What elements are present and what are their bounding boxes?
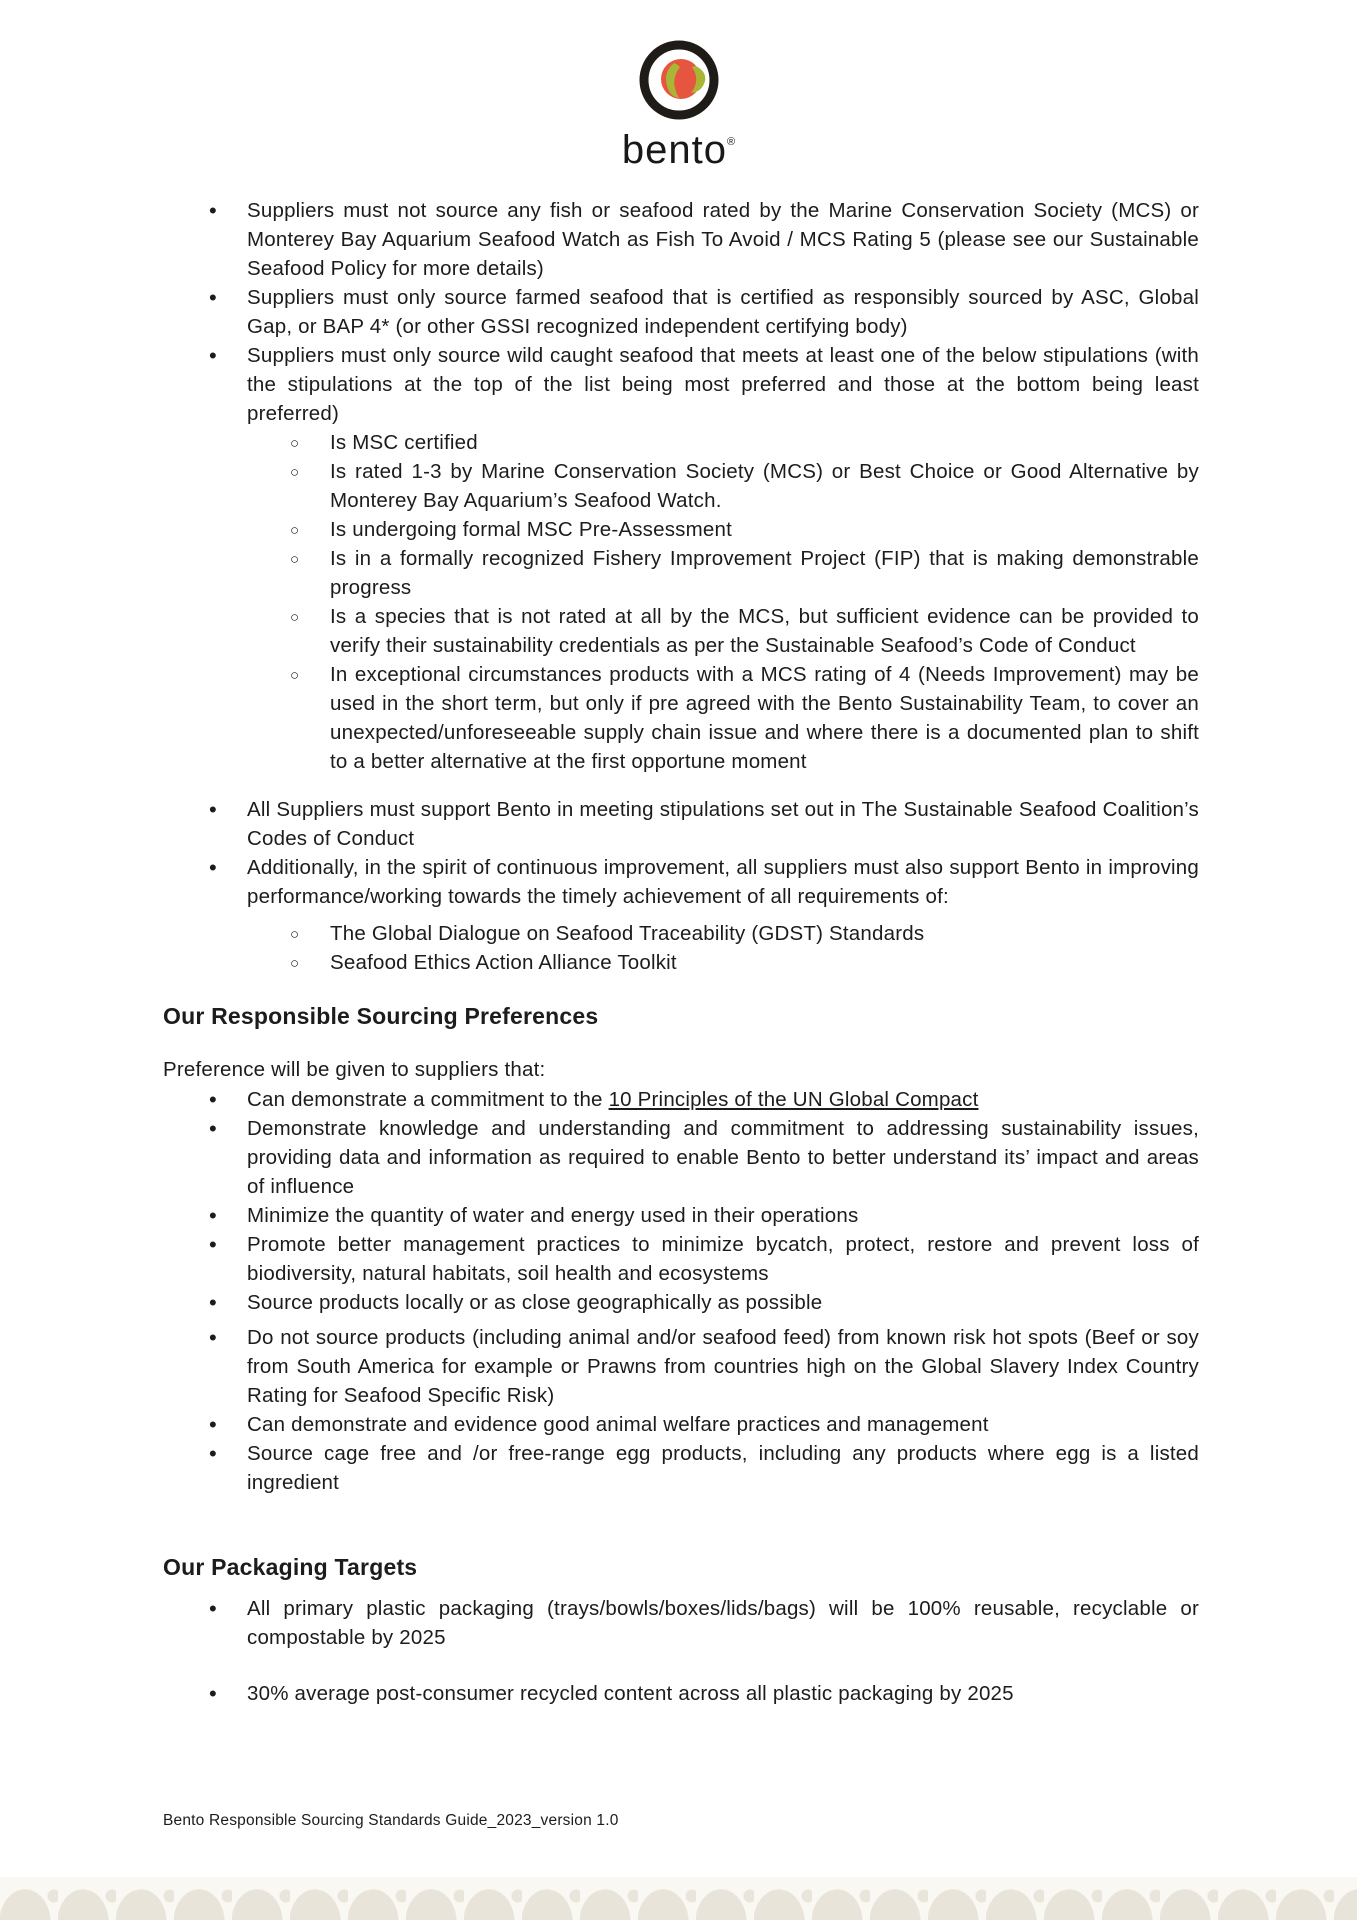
bullet-item: • Can demonstrate and evidence good animal welfare practices and management <box>163 1410 1199 1439</box>
sub-bullet-item: ○ Is rated 1-3 by Marine Conservation Society (MCS) or Best Choice or Good Alternative by Monterey Bay Aquarium’s Seafood Watch. <box>163 457 1199 515</box>
seafood-requirements-list <box>163 196 1199 428</box>
bullet-item: • Suppliers must only source wild caught seafood that meets at least one of the below stipulations (with the stipulations at the top of the list being most preferred and those at the bottom being least preferred) <box>163 341 1199 428</box>
bullet-item: • Minimize the quantity of water and energy used in their operations <box>163 1201 1199 1230</box>
sub-bullet-item: ○ In exceptional circumstances products with a MCS rating of 4 (Needs Improvement) may be used in the short term, but only if pre agreed with the Bento Sustainability Team, to cover an unexpected/unforeseeable supply chain issue and where there is a documented plan to shift to a better alternative at the first opportune moment <box>163 660 1199 776</box>
bullet-item: • Demonstrate knowledge and understanding and commitment to addressing sustainability issues, providing data and information as required to enable Bento to better understand its’ impact and areas of influence <box>163 1114 1199 1201</box>
sub-bullet-item: ○ Is undergoing formal MSC Pre-Assessment <box>163 515 1199 544</box>
bullet-text: Can demonstrate a commitment to the <box>247 1088 609 1111</box>
scallop-border-decoration <box>0 1877 1357 1920</box>
bullet-item: • Suppliers must not source any fish or seafood rated by the Marine Conservation Society (MCS) or Monterey Bay Aquarium Seafood Watch as Fish To Avoid / MCS Rating 5 (please see our Sustainable Seafood Policy for more details) <box>163 196 1199 283</box>
un-global-compact-link[interactable]: 10 Principles of the UN Global Compact <box>608 1088 979 1111</box>
bullet-item: • Promote better management practices to minimize bycatch, protect, restore and prevent loss of biodiversity, natural habitats, soil health and ecosystems <box>163 1230 1199 1288</box>
bullet-item: • Source products locally or as close geographically as possible <box>163 1288 1199 1317</box>
bullet-item: • Additionally, in the spirit of continuous improvement, all suppliers must also support Bento in improving performance/working towards the timely achievement of all requirements of: <box>163 853 1199 911</box>
bullet-item: • Do not source products (including animal and/or seafood feed) from known risk hot spots (Beef or soy from South America for example or Prawns from countries high on the Global Slavery Index Country Rating for Seafood Specific Risk) <box>163 1323 1199 1410</box>
trademark-mark: ® <box>727 136 736 148</box>
supplier-support-sublist <box>163 919 1199 977</box>
logo <box>0 0 1357 172</box>
document-footer: Bento Responsible Sourcing Standards Guide_2023_version 1.0 <box>163 1812 619 1829</box>
packaging-targets-list <box>163 1594 1199 1708</box>
sub-bullet-item: ○ The Global Dialogue on Seafood Traceability (GDST) Standards <box>163 919 1199 948</box>
document-body <box>163 196 1199 1708</box>
preferences-list <box>163 1085 1199 1497</box>
bullet-item: • Suppliers must only source farmed seafood that is certified as responsibly sourced by ASC, Global Gap, or BAP 4* (or other GSSI recognized independent certifying body) <box>163 283 1199 341</box>
bullet-item: • Source cage free and /or free-range egg products, including any products where egg is a listed ingredient <box>163 1439 1199 1497</box>
sub-bullet-item: ○ Is MSC certified <box>163 428 1199 457</box>
sub-bullet-item: ○ Is in a formally recognized Fishery Improvement Project (FIP) that is making demonstrable progress <box>163 544 1199 602</box>
bullet-item <box>163 1085 1199 1114</box>
bullet-item: • All Suppliers must support Bento in meeting stipulations set out in The Sustainable Seafood Coalition’s Codes of Conduct <box>163 795 1199 853</box>
sub-bullet-item: ○ Seafood Ethics Action Alliance Toolkit <box>163 948 1199 977</box>
supplier-support-list <box>163 795 1199 911</box>
sub-bullet-item: ○ Is a species that is not rated at all by the MCS, but sufficient evidence can be provided to verify their sustainability credentials as per the Sustainable Seafood’s Code of Conduct <box>163 602 1199 660</box>
bullet-item: • 30% average post-consumer recycled content across all plastic packaging by 2025 <box>163 1679 1199 1708</box>
bullet-item: • All primary plastic packaging (trays/bowls/boxes/lids/bags) will be 100% reusable, recyclable or compostable by 2025 <box>163 1594 1199 1652</box>
section-heading-packaging-targets: Our Packaging Targets <box>163 1554 418 1580</box>
preferences-intro: Preference will be given to suppliers that: <box>163 1058 546 1081</box>
logo-wordmark: bento® <box>621 128 736 172</box>
section-heading-sourcing-preferences: Our Responsible Sourcing Preferences <box>163 1003 599 1029</box>
bento-logo-icon <box>629 34 729 130</box>
wild-caught-options-list <box>163 428 1199 776</box>
